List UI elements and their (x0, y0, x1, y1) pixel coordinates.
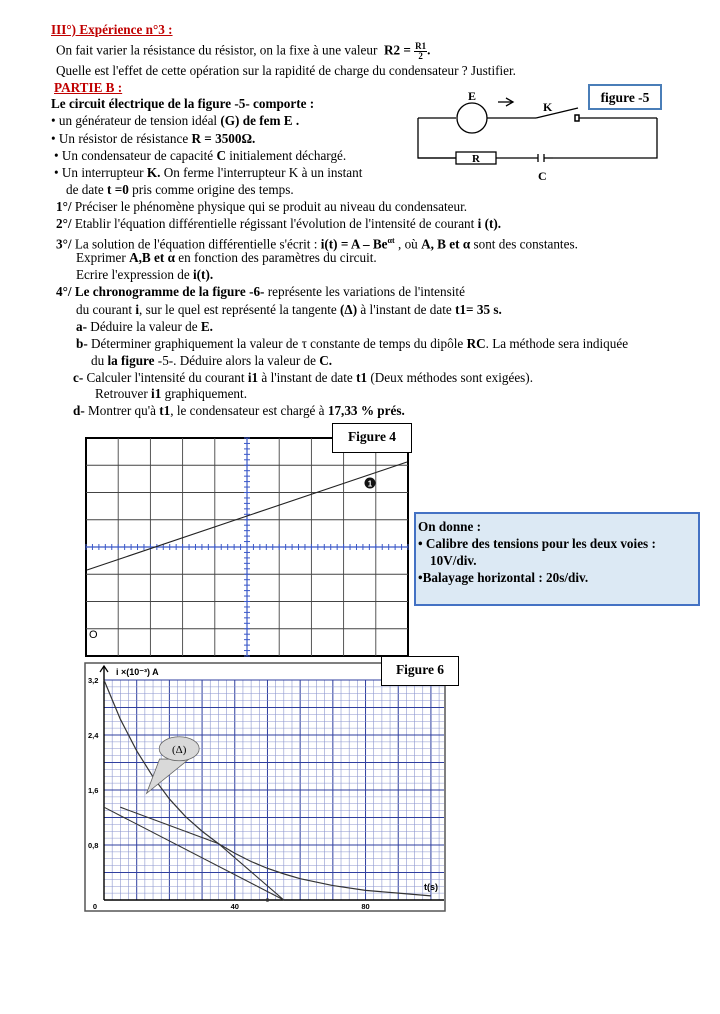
r2-fraction: $\frac{R1}{2}$ (415, 41, 427, 61)
chart-xlabel: t(s) (424, 882, 438, 892)
figure4-oscilloscope (85, 437, 409, 657)
chart-frame (85, 663, 445, 911)
figure6-chart (84, 662, 448, 914)
given-title: On donne : (418, 519, 482, 534)
figure4-label: Figure 4 (332, 423, 412, 453)
question-4b-line2: du la figure -5-. Déduire alors la valeur de C. (91, 353, 333, 368)
trace-marker-1-label: 1 (367, 479, 373, 489)
partB-intro: Le circuit électrique de la figure -5- comporte : (51, 96, 315, 111)
scope-origin-label: O (89, 629, 98, 641)
question-4d: d- Montrer qu'à t1, le condensateur est chargé à 17,33 % prés. (73, 403, 405, 418)
partB-item-capacitor: • Un condensateur de capacité C initialement déchargé. (54, 148, 347, 163)
question-4c: c- Calculer l'intensité du courant i1 à l'instant de date t1 (Deux méthodes sont exigées). (73, 370, 533, 385)
question-4-line2: du courant i, sur le quel est représenté la tangente (Δ) à l'instant de date t1= 35 s. (76, 302, 502, 317)
chart-ytick-label: 2,4 (88, 731, 99, 740)
partB-item-switch-cont: de date t =0 pris comme origine des temps. (66, 182, 294, 197)
chart-xtick-label: 40 (230, 902, 239, 911)
figure5-label: figure -5 (588, 84, 662, 110)
label-C: C (538, 169, 547, 183)
question-3-line3: Ecrire l'expression de i(t). (76, 267, 214, 282)
chart-ytick-label: 0,8 (88, 841, 99, 850)
label-E: E (468, 89, 477, 103)
partB-item-resistor: • Un résistor de résistance R = 3500Ω. (51, 131, 256, 146)
tangent-callout-label: (Δ) (171, 743, 187, 756)
exp3-question: Quelle est l'effet de cette opération sur la rapidité de charge du condensateur ? Justifier. (56, 63, 516, 78)
question-3-line2: Exprimer A,B et α en fonction des paramètres du circuit. (76, 250, 377, 265)
question-2: 2°/ Etablir l'équation différentielle régissant l'évolution de l'intensité de courant i (t). (56, 216, 502, 231)
question-1: 1°/ Préciser le phénomène physique qui se produit au niveau du condensateur. (56, 199, 468, 214)
section-title-exp3: III°) Expérience n°3 : (51, 22, 173, 37)
chart-xtick-label: 80 (361, 902, 370, 911)
question-4c-line2: Retrouver i1 graphiquement. (95, 386, 247, 401)
chart-point-end (266, 898, 270, 902)
chart-xtick-label: 0 (92, 902, 98, 911)
chart-ylabel: i ×(10⁻³) A (116, 667, 159, 677)
partB-item-switch: • Un interrupteur K. On ferme l'interrupteur K à un instant (54, 165, 363, 180)
exp3-line1: On fait varier la résistance du résistor, on la fixe à une valeur R2 = $\frac{R1}{2}$ . (56, 41, 431, 61)
question-3: 3°/ La solution de l'équation différentielle s'écrit : $i(t) = A - Be^{\alpha t}$ , où A, B et α sont des constantes. (56, 236, 578, 252)
question-4a: a- Déduire la valeur de E. (76, 319, 213, 334)
given-line3: •Balayage horizontal : 20s/div. (418, 570, 589, 585)
question-4: 4°/ Le chronogramme de la figure -6- représente les variations de l'intensité (56, 284, 465, 299)
partB-item-generator: • un générateur de tension idéal (G) de fem E . (51, 113, 300, 128)
chart-ytick-label: 1,6 (88, 786, 99, 795)
label-R: R (472, 153, 480, 165)
chart-ytick-label: 3,2 (88, 676, 99, 685)
figure6-label: Figure 6 (381, 656, 459, 686)
given-data-box (414, 512, 700, 606)
partB-title: PARTIE B : (54, 80, 123, 95)
circuit-diagram (410, 84, 710, 186)
label-K: K (543, 100, 553, 114)
generator-symbol (457, 103, 487, 133)
given-line1: • Calibre des tensions pour les deux voies : (418, 536, 656, 551)
given-line2: 10V/div. (430, 553, 477, 568)
question-4b: b- Déterminer graphiquement la valeur de τ constante de temps du dipôle RC. La méthode sera indiquée (76, 336, 629, 351)
